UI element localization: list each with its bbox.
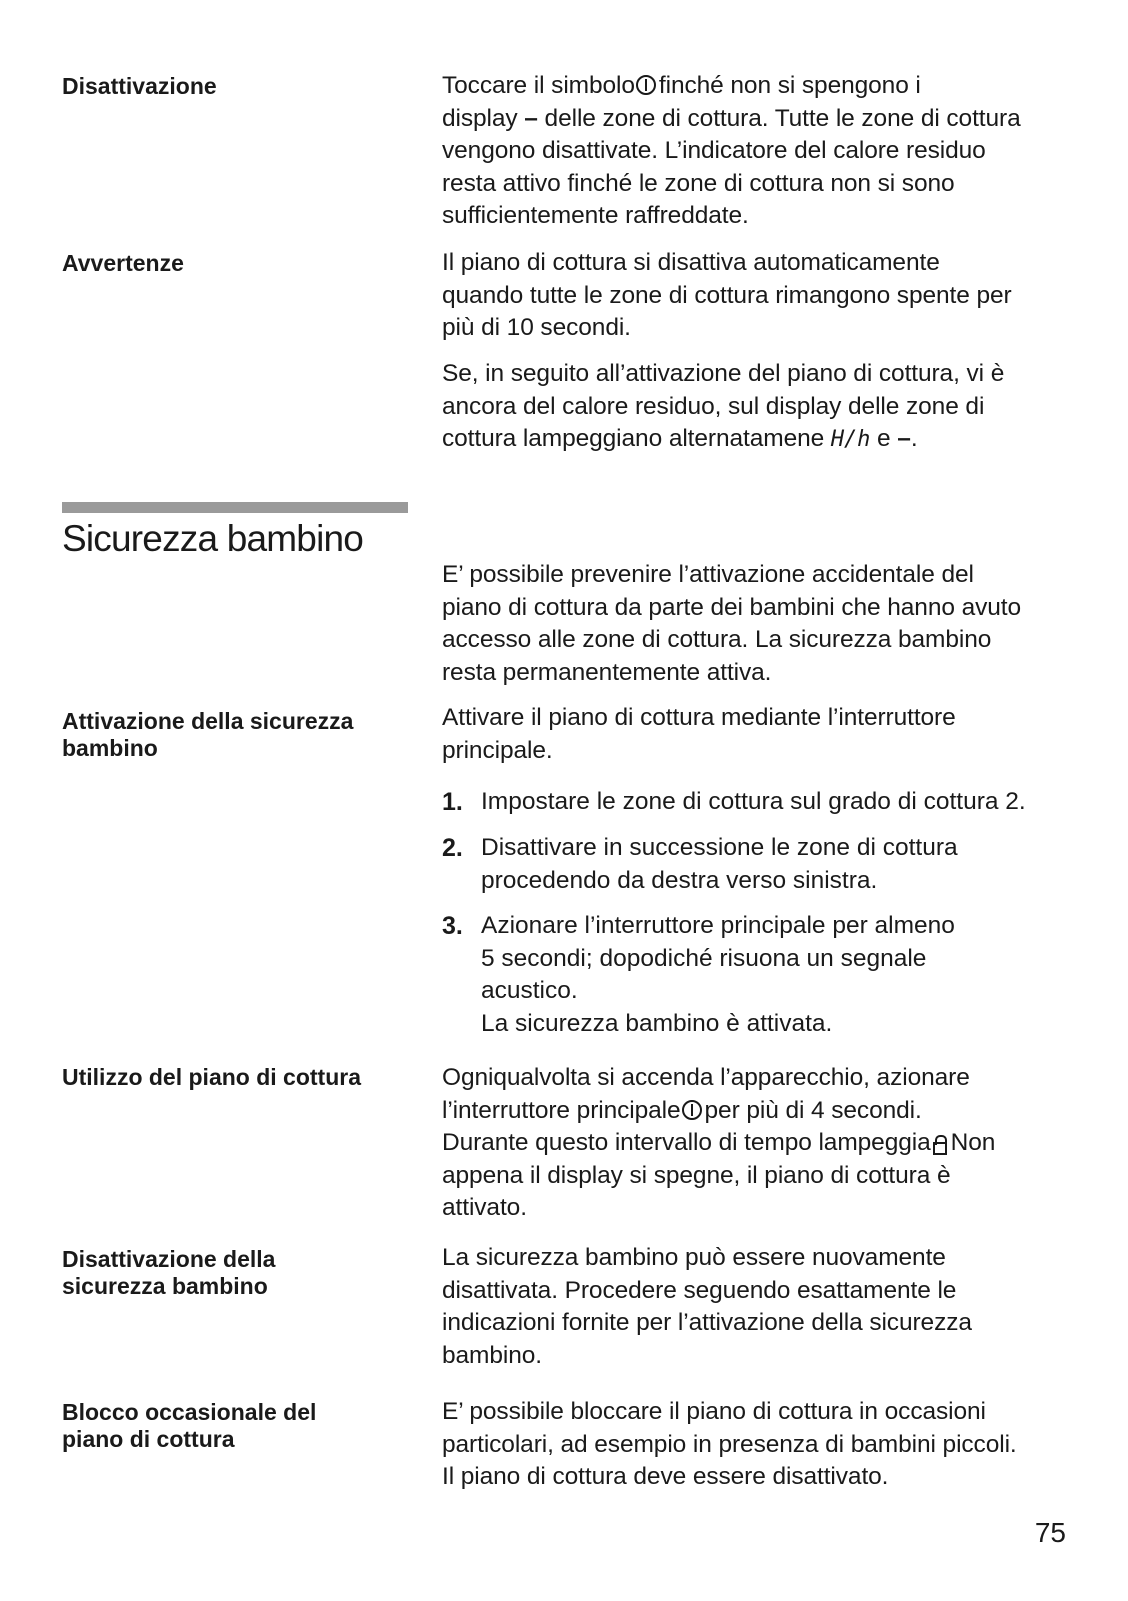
label-disattivazione: Disattivazione: [62, 73, 217, 99]
section-intro: E’ possibile prevenire l’attivazione accidentale del piano di cottura da parte dei bambini che hanno avuto accesso alle zone di cottura. La sicurezza bambino resta permanentemente attiva.: [442, 561, 1022, 686]
text-avvertenze-2: Se, in seguito all’attivazione del piano di cottura, vi è ancora del calore residuo, sul display delle zone di cottura lampeggiano alternatamene H/h e –.: [442, 360, 1005, 452]
label-attivazione: Attivazione della sicurezza bambino: [62, 708, 354, 761]
text-utilizzo: Ogniqualvolta si accenda l’apparecchio, azionare l’interruttore principale per più di 4 secondi. Durante questo intervallo di tempo lampeggia Non appena il display si spegne, il piano di cottura è attivato.: [442, 1064, 996, 1221]
label-blocco: Blocco occasionale del piano di cottura: [62, 1399, 317, 1452]
page-number: 75: [1034, 1517, 1066, 1548]
lock-icon: [933, 1135, 947, 1151]
manual-page: Disattivazione Toccare il simbolo finché non si spengono i display – delle zone di cottura. Tutte le zone di cottura vengono disattivate. L’indicatore del calore residuo resta attivo finché le zone di cottura non si sono sufficientemente raffreddate. Avvertenze Il piano di cottura si disattiva automaticamente quando tutte le zone di cottura rimangono spente per più di 10 secondi. Se, in seguito all’attivazione del piano di cottura, vi è ancora del calore residuo, sul display delle zone di cottura lampeggiano alternatamene H/h e –. Sicurezza bambino E’ possibile prevenire l’attivazione accidentale del piano di cottura da parte dei bambini che hanno avuto accesso alle zone di cottura. La sicurezza bambino resta permanentemente attiva. Attivazione della sicurezza bambino Attivare il piano di cottura mediante l’interruttore principale. 1. Impostare le zone di cottura sul grado di cottura 2. 2. Disattivare in successione le zone di cottura procedendo da destra verso sinistra. 3. Azionare l’interruttore principale per almeno 5 secondi; dopodiché risuona un segnale acustico. La sicurezza bambino è attivata. Utilizzo del piano di cottura Ogniqualvolta si accenda l’apparecchio, azionare l’interruttore principale per più di 4 secondi. Durante questo intervallo di tempo lampeggia Non appena il display si spegne, il piano di cottura è attivato. Disattivazione della sicurezza bambino La sicurezza bambino può essere nuovamente disattivata. Procedere seguendo esattamente le indicazioni fornite per l’attivazione della sicurezza bambino. Blocco occasionale del piano di cottura E’ possibile bloccare il piano di cottura in occasioni particolari, ad esempio in presenza di bambini piccoli. Il piano di cottura deve essere disattivato. 75: [0, 0, 1128, 1601]
label-utilizzo: Utilizzo del piano di cottura: [62, 1064, 361, 1090]
label-avvertenze: Avvertenze: [62, 250, 184, 276]
section-title: Sicurezza bambino: [62, 518, 364, 559]
text-blocco: E’ possibile bloccare il piano di cottura in occasioni particolari, ad esempio in presenza di bambini piccoli. Il piano di cottura deve essere disattivato.: [442, 1398, 1017, 1490]
text-avvertenze-1: Il piano di cottura si disattiva automaticamente quando tutte le zone di cottura rimangono spente per più di 10 secondi.: [442, 249, 1012, 341]
text-disattivazione: Toccare il simbolo finché non si spengono i display – delle zone di cottura. Tutte le zone di cottura vengono disattivate. L’indicatore del calore residuo resta attivo finché le zone di cottura non si sono sufficientemente raffreddate.: [442, 72, 1021, 229]
label-disattivazione-sicurezza: Disattivazione della sicurezza bambino: [62, 1246, 276, 1299]
text-attivazione: Attivare il piano di cottura mediante l’interruttore principale.: [442, 704, 956, 764]
power-symbol-icon: [682, 1100, 702, 1120]
display-symbol-h: H/h: [830, 427, 871, 452]
power-symbol-icon: [636, 75, 656, 95]
text-disattivazione-sicurezza: La sicurezza bambino può essere nuovamente disattivata. Procedere seguendo esattamente le indicazioni fornite per l’attivazione della sicurezza bambino.: [442, 1244, 972, 1369]
section-divider-bar: [62, 502, 408, 513]
